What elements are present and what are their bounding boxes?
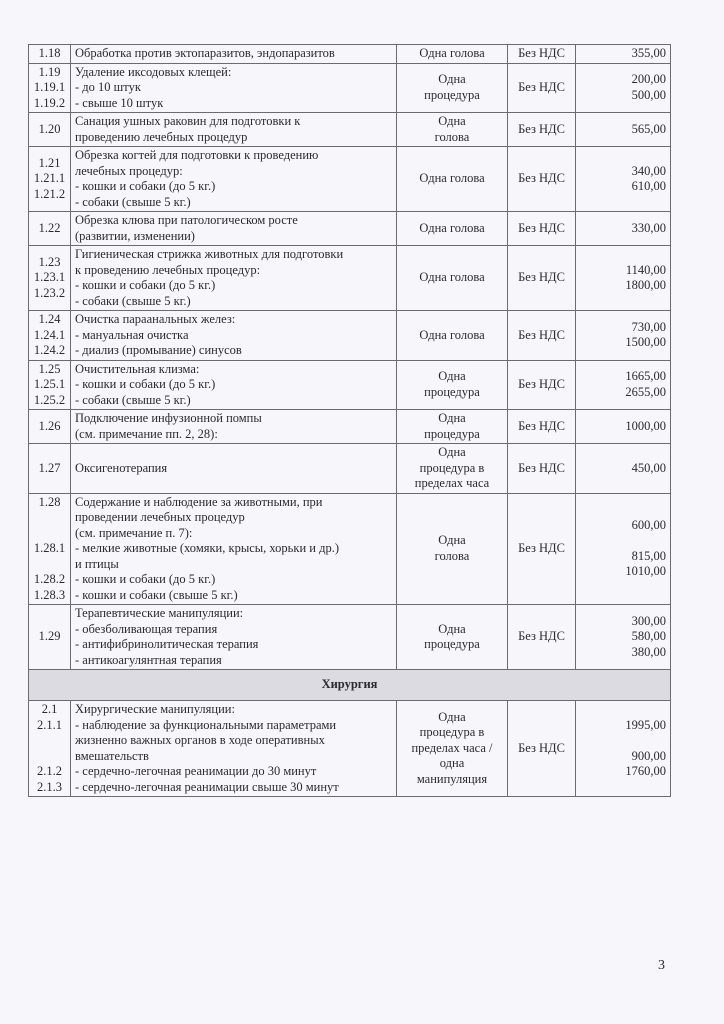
service-description-cell — [71, 113, 397, 147]
unit-cell — [397, 605, 508, 670]
unit-line: Одна — [438, 533, 466, 548]
price-table-body — [29, 45, 671, 797]
service-description-line: (развитии, изменении) — [75, 228, 195, 243]
item-number-cell — [29, 410, 71, 444]
vat-text: Без НДС — [518, 327, 565, 342]
item-number-cell — [29, 63, 71, 113]
service-description-line: - антифибринолитическая терапия — [75, 637, 259, 651]
unit-line: процедура в — [419, 725, 485, 740]
item-number: 1.21.1 — [33, 171, 66, 186]
service-description-line: Терапевтические манипуляции: — [75, 606, 244, 620]
item-number: 1.19.2 — [33, 95, 66, 110]
unit-line: одна — [439, 756, 465, 771]
item-number-cell — [29, 246, 71, 311]
service-description-line: Обработка против эктопаразитов, эндопаразитов — [75, 46, 335, 60]
unit-line: Одна — [438, 709, 466, 724]
price-value: 355,00 — [631, 46, 666, 60]
item-number: 1.28.3 — [33, 587, 66, 602]
item-number-cell — [29, 493, 71, 605]
service-description-cell — [71, 45, 397, 64]
service-description-line: (см. примечание пп. 2, 28): — [75, 426, 218, 441]
service-description-line: - наблюдение за функциональными параметрами — [75, 717, 337, 732]
vat-text: Без НДС — [518, 121, 565, 136]
unit-line: процедура в — [419, 460, 485, 475]
service-description-line: - собаки (свыше 5 кг.) — [75, 194, 191, 209]
price-value: 1500,00 — [625, 335, 666, 350]
service-description-line: проведении лечебных процедур — [75, 510, 245, 524]
item-number: 1.25.2 — [33, 392, 66, 407]
service-description-line: Содержание и наблюдение за животными, при — [75, 494, 323, 509]
service-description-cell — [71, 246, 397, 311]
price-table — [28, 44, 671, 797]
unit-line: процедура — [424, 384, 480, 399]
vat-text: Без НДС — [518, 460, 565, 475]
vat-text: Без НДС — [518, 220, 565, 235]
vat-text: Без НДС — [518, 46, 565, 60]
item-number: 1.21.2 — [33, 186, 66, 201]
price-cell — [576, 410, 671, 444]
unit-line: Одна голова — [419, 270, 485, 285]
unit-line: Одна голова — [419, 46, 485, 60]
price-value: 330,00 — [631, 220, 666, 235]
service-description-line: Обрезка когтей для подготовки к проведению — [75, 148, 319, 162]
service-description-line: вмешательств — [75, 748, 149, 763]
table-row — [29, 444, 671, 494]
price-value: 1665,00 — [625, 369, 666, 384]
price-cell — [576, 212, 671, 246]
price-cell — [576, 701, 671, 797]
vat-cell — [508, 113, 576, 147]
page-number: 3 — [658, 958, 665, 973]
service-description-line: проведению лечебных процедур — [75, 129, 248, 144]
table-row — [29, 212, 671, 246]
service-description-line: - сердечно-легочная реанимации свыше 30 минут — [75, 779, 339, 794]
vat-cell — [508, 701, 576, 797]
unit-line: Одна голова — [419, 327, 485, 342]
service-description-line: - собаки (свыше 5 кг.) — [75, 293, 191, 308]
price-value: 1000,00 — [625, 418, 666, 433]
vat-cell — [508, 444, 576, 494]
unit-line: голова — [434, 548, 470, 563]
item-number: 2.1.3 — [37, 779, 62, 794]
vat-text: Без НДС — [518, 541, 565, 555]
item-number-cell — [29, 113, 71, 147]
unit-line: голова — [434, 129, 470, 144]
vat-cell — [508, 410, 576, 444]
item-number: 2.1 — [41, 702, 58, 716]
item-number: 1.25 — [38, 361, 61, 376]
service-description-line: Очистка параанальных желез: — [75, 312, 236, 326]
service-description-line: - кошки и собаки (до 5 кг.) — [75, 179, 216, 193]
price-value: 565,00 — [631, 121, 666, 136]
price-value: 815,00 — [631, 548, 666, 563]
item-number: 1.23 — [38, 254, 61, 269]
service-description-cell — [71, 701, 397, 797]
item-number-cell — [29, 360, 71, 410]
item-number — [33, 510, 66, 526]
service-description-line: Очистительная клизма: — [75, 361, 200, 376]
price-value: 1140,00 — [625, 262, 666, 277]
item-number — [33, 733, 66, 749]
price-cell — [576, 113, 671, 147]
item-number-cell — [29, 701, 71, 797]
section-title: Хирургия — [29, 670, 671, 701]
vat-cell — [508, 311, 576, 361]
unit-line: Одна — [438, 621, 466, 636]
vat-cell — [508, 212, 576, 246]
vat-text: Без НДС — [518, 418, 565, 433]
item-number: 1.29 — [38, 629, 61, 644]
vat-cell — [508, 246, 576, 311]
service-description-line: Удаление иксодовых клещей: — [75, 64, 232, 79]
unit-line: Одна — [438, 411, 466, 425]
service-description-cell — [71, 605, 397, 670]
item-number: 1.22 — [38, 220, 61, 235]
service-description-cell — [71, 493, 397, 605]
unit-cell — [397, 113, 508, 147]
price-cell — [576, 493, 671, 605]
service-description-line: Обрезка клюва при патологическом росте — [75, 213, 298, 227]
service-description-cell — [71, 311, 397, 361]
item-number: 1.20 — [38, 121, 61, 136]
price-value: 730,00 — [631, 319, 666, 334]
service-description-line: Оксигенотерапия — [75, 460, 168, 475]
table-row — [29, 147, 671, 212]
price-value: 1010,00 — [625, 564, 666, 579]
item-number: 1.27 — [38, 460, 61, 475]
table-row — [29, 410, 671, 444]
item-number-cell — [29, 605, 71, 670]
item-number: 1.19 — [38, 64, 61, 79]
service-description-line: - собаки (свыше 5 кг.) — [75, 392, 191, 407]
price-value: 610,00 — [631, 179, 666, 193]
unit-cell — [397, 63, 508, 113]
item-number — [33, 526, 66, 542]
table-row — [29, 113, 671, 147]
item-number: 1.26 — [38, 418, 61, 433]
price-cell — [576, 444, 671, 494]
vat-cell — [508, 360, 576, 410]
service-description-line: Гигиеническая стрижка животных для подготовки — [75, 247, 344, 261]
service-description-cell — [71, 444, 397, 494]
unit-cell — [397, 410, 508, 444]
item-number: 1.21 — [38, 155, 61, 170]
price-value: 500,00 — [631, 87, 666, 102]
vat-text: Без НДС — [518, 740, 565, 755]
item-number-cell — [29, 444, 71, 494]
price-value: 450,00 — [631, 460, 666, 475]
service-description-line: - кошки и собаки (до 5 кг.) — [75, 377, 216, 391]
service-description-line: Санация ушных раковин для подготовки к — [75, 114, 301, 128]
vat-cell — [508, 493, 576, 605]
item-number-cell — [29, 45, 71, 64]
service-description-cell — [71, 63, 397, 113]
service-description-line: (см. примечание п. 7): — [75, 525, 193, 540]
unit-cell — [397, 444, 508, 494]
service-description-line: - кошки и собаки (до 5 кг.) — [75, 278, 216, 292]
vat-cell — [508, 63, 576, 113]
unit-line: Одна — [438, 445, 466, 459]
price-value: 900,00 — [631, 748, 666, 763]
item-number: 1.28 — [38, 494, 61, 509]
service-description-line: жизненно важных органов в ходе оперативных — [75, 733, 325, 747]
item-number-cell — [29, 212, 71, 246]
unit-line: пределах часа — [414, 476, 490, 490]
vat-text: Без НДС — [518, 377, 565, 391]
service-description-line: - антикоагулянтная терапия — [75, 652, 222, 667]
item-number: 1.18 — [38, 46, 61, 60]
price-value: 300,00 — [631, 613, 666, 628]
item-number: 2.1.1 — [37, 717, 62, 732]
vat-text: Без НДС — [518, 270, 565, 285]
price-value: 1760,00 — [625, 764, 666, 778]
item-number: 1.28.1 — [33, 541, 66, 555]
unit-line: процедура — [424, 426, 480, 441]
service-description-cell — [71, 360, 397, 410]
table-row — [29, 493, 671, 605]
unit-cell — [397, 147, 508, 212]
vat-cell — [508, 605, 576, 670]
unit-line: процедура — [424, 637, 480, 651]
price-value: 1995,00 — [625, 717, 666, 732]
price-cell — [576, 45, 671, 64]
service-description-line: - кошки и собаки (до 5 кг.) — [75, 572, 216, 586]
unit-cell — [397, 493, 508, 605]
vat-text: Без НДС — [518, 171, 565, 186]
price-cell — [576, 605, 671, 670]
service-description-line: Подключение инфузионной помпы — [75, 411, 262, 425]
item-number — [33, 557, 66, 573]
unit-line: пределах часа / — [411, 740, 493, 755]
unit-line: процедура — [424, 87, 480, 102]
item-number: 1.24.2 — [33, 343, 66, 357]
service-description-line: лечебных процедур: — [75, 163, 183, 178]
item-number: 1.23.1 — [33, 270, 66, 285]
vat-cell — [508, 147, 576, 212]
price-value — [580, 733, 666, 749]
price-cell — [576, 360, 671, 410]
vat-text: Без НДС — [518, 80, 565, 94]
service-description-cell — [71, 410, 397, 444]
price-value: 600,00 — [631, 517, 666, 532]
service-description-line: - обезболивающая терапия — [75, 621, 218, 636]
item-number-cell — [29, 311, 71, 361]
price-cell — [576, 147, 671, 212]
vat-text: Без НДС — [518, 629, 565, 644]
service-description-cell — [71, 147, 397, 212]
price-value: 580,00 — [631, 629, 666, 644]
item-number: 1.19.1 — [33, 80, 66, 94]
item-number: 1.24 — [38, 312, 61, 326]
unit-line: Одна — [438, 369, 466, 384]
unit-line: Одна — [438, 114, 466, 128]
table-row — [29, 360, 671, 410]
price-cell — [576, 246, 671, 311]
unit-cell — [397, 45, 508, 64]
price-value — [580, 533, 666, 549]
table-row — [29, 246, 671, 311]
price-value: 200,00 — [631, 72, 666, 87]
price-value: 2655,00 — [625, 384, 666, 399]
unit-cell — [397, 246, 508, 311]
unit-cell — [397, 701, 508, 797]
service-description-line: - мелкие животные (хомяки, крысы, хорьки и др.) — [75, 541, 339, 555]
price-cell — [576, 311, 671, 361]
unit-line: Одна — [438, 72, 466, 87]
service-description-line: - диализ (промывание) синусов — [75, 343, 242, 357]
unit-cell — [397, 212, 508, 246]
service-description-line: к проведению лечебных процедур: — [75, 262, 261, 277]
service-description-line: - мануальная очистка — [75, 327, 189, 342]
item-number: 1.28.2 — [33, 572, 66, 586]
unit-cell — [397, 360, 508, 410]
service-description-line: и птицы — [75, 556, 119, 571]
table-row — [29, 311, 671, 361]
unit-line: Одна голова — [419, 171, 485, 186]
section-header-row — [29, 670, 671, 701]
item-number: 2.1.2 — [37, 764, 62, 778]
price-value: 1800,00 — [625, 278, 666, 292]
unit-cell — [397, 311, 508, 361]
unit-line: Одна голова — [419, 220, 485, 235]
service-description-line: - кошки и собаки (свыше 5 кг.) — [75, 587, 238, 602]
table-row — [29, 45, 671, 64]
item-number — [33, 749, 66, 765]
price-value: 340,00 — [631, 163, 666, 178]
service-description-line: - до 10 штук — [75, 80, 141, 94]
vat-cell — [508, 45, 576, 64]
item-number: 1.25.1 — [33, 377, 66, 391]
item-number: 1.24.1 — [33, 327, 66, 342]
item-number-cell — [29, 147, 71, 212]
service-description-line: - сердечно-легочная реанимации до 30 минут — [75, 764, 317, 778]
price-cell — [576, 63, 671, 113]
table-row — [29, 701, 671, 797]
service-description-cell — [71, 212, 397, 246]
price-value: 380,00 — [631, 644, 666, 659]
service-description-line: - свыше 10 штук — [75, 95, 164, 110]
unit-line: манипуляция — [416, 771, 488, 786]
service-description-line: Хирургические манипуляции: — [75, 702, 235, 716]
item-number: 1.23.2 — [33, 285, 66, 300]
table-row — [29, 605, 671, 670]
table-row — [29, 63, 671, 113]
